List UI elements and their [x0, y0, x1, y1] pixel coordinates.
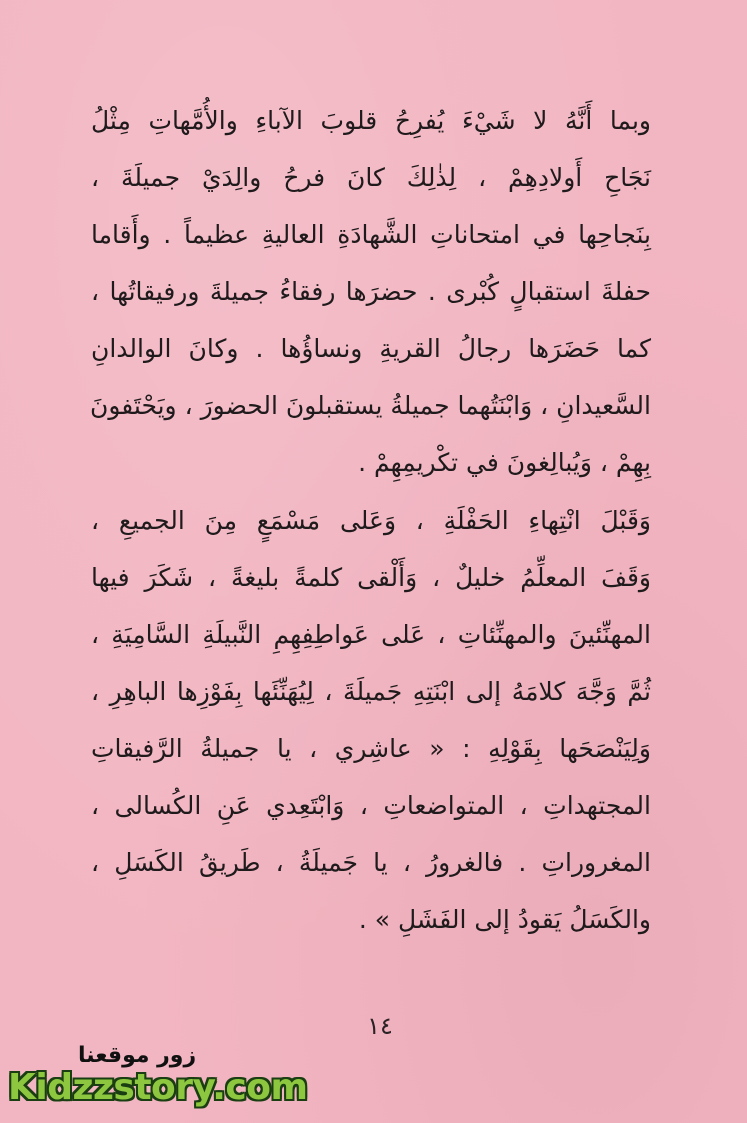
story-paragraph-2 [91, 492, 651, 948]
text-line: بِنَجاحِها في امتحاناتِ الشَّهادَةِ العاليةِ عظيماً . وأَقاما [91, 220, 651, 249]
story-paragraph-1 [91, 92, 651, 491]
watermark-arabic-text: زور موقعنا [78, 1043, 197, 1068]
text-line: بِهِمْ ، وَيُبالِغونَ في تكْريمِهِمْ . [358, 448, 651, 477]
text-line: المهنِّئينَ والمهنِّئاتِ ، عَلى عَواطِفِهِمِ النَّبيلَةِ السَّامِيَةِ ، [91, 620, 651, 649]
text-line: وبما أَنَّهُ لا شَيْءَ يُفرِحُ قلوبَ الآباءِ والأُمَّهاتِ مِثْلُ [91, 106, 651, 135]
watermark-site-name: Kidzzstory.com [8, 1067, 308, 1108]
site-watermark [8, 1043, 308, 1119]
text-line: والكَسَلُ يَقودُ إلى الفَشَلِ » . [358, 905, 651, 934]
text-line: السَّعيدانِ ، وَابْنَتُهما جميلةُ يستقبلونَ الحضورَ ، ويَحْتَفونَ [90, 391, 651, 420]
text-line: حفلةَ استقبالٍ كُبْرى . حضرَها رفقاءُ جميلةَ ورفيقاتُها ، [91, 277, 651, 306]
text-line: كما حَضَرَها رجالُ القريةِ ونساؤُها . وكانَ الوالدانِ [91, 334, 651, 363]
text-line: المجتهداتِ ، المتواضعاتِ ، وَابْتَعِدي عَنِ الكُسالى ، [91, 791, 651, 820]
text-line: ثُمَّ وَجَّهَ كلامَهُ إلى ابْنَتِهِ جَميلَةَ ، لِيُهَنِّئَها بِفَوْزِها الباهِرِ ، [91, 677, 651, 706]
text-line: وَقَبْلَ انْتِهاءِ الحَفْلَةِ ، وَعَلى مَسْمَعٍ مِنَ الجميعِ ، [91, 506, 651, 535]
text-line: وَقَفَ المعلِّمُ خليلٌ ، وَأَلْقى كلمةً بليغةً ، شَكَرَ فيها [91, 563, 651, 592]
page-number: ١٤ [367, 1012, 393, 1040]
text-line: وَلِيَنْصَحَها بِقَوْلِهِ : « عاشِري ، يا جميلةُ الرَّفيقاتِ [91, 734, 651, 763]
text-line: المغروراتِ . فالغرورُ ، يا جَميلَةُ ، طَريقُ الكَسَلِ ، [91, 848, 651, 877]
text-line: نَجَاحِ أَولادِهِمْ ، لِذٰلِكَ كانَ فرحُ والِدَيْ جميلَةَ ، [91, 163, 651, 192]
